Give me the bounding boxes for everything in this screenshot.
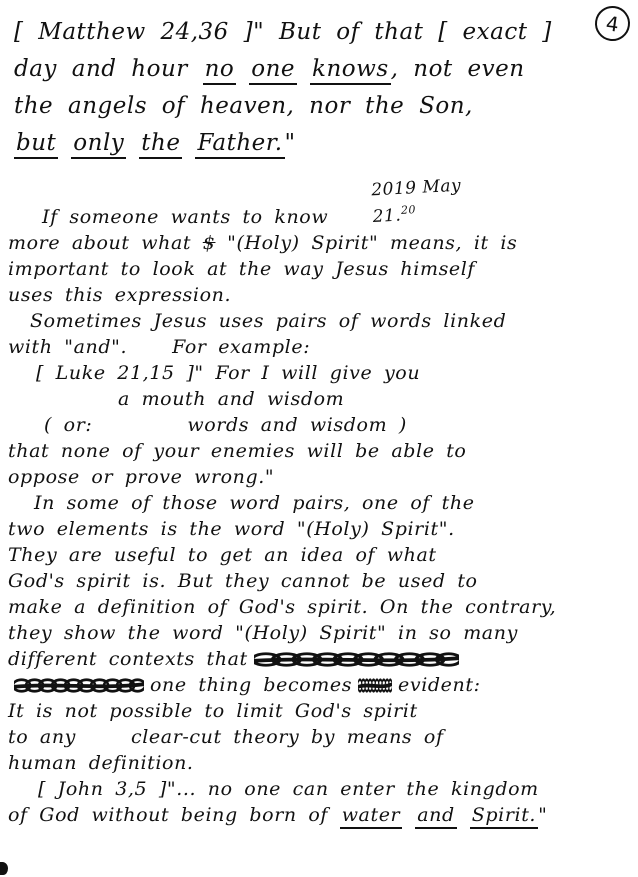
text-segment: "	[284, 130, 296, 156]
text-segment: words and wisdom )	[187, 414, 407, 436]
paragraph3-line-3	[8, 542, 638, 568]
matthew-line-1	[14, 14, 638, 51]
paragraph3-line-7	[8, 646, 638, 672]
underlined-word: but	[14, 130, 58, 159]
paragraph3-line-4	[8, 568, 638, 594]
scribbled-out-text-icon	[254, 652, 459, 667]
scan-artifact	[0, 862, 8, 875]
underlined-word: only	[71, 130, 126, 159]
page-number: 4	[604, 10, 621, 37]
text-segment: one thing becomes	[150, 674, 353, 696]
text-segment: [ Luke 21,15 ]" For I will give you	[36, 362, 421, 384]
paragraph3-line-1	[8, 490, 638, 516]
crossed-out-character: $	[202, 232, 216, 254]
text-segment: , not even	[390, 56, 525, 82]
luke-quote-line-2	[8, 386, 638, 412]
john-quote-line-2	[8, 802, 638, 828]
text-segment: If someone wants to know	[42, 206, 329, 228]
paragraph3-line-8	[8, 672, 638, 698]
date-day-time	[372, 197, 463, 228]
text-segment: two elements is the word "(Holy) Spirit".	[8, 518, 455, 540]
text-segment: make a definition of God's spirit. On the contrary,	[8, 596, 557, 618]
luke-quote-line-3	[8, 412, 638, 438]
text-segment: of God without being born of	[8, 804, 340, 826]
text-segment: They are useful to get an idea of what	[8, 544, 437, 566]
paragraph1-line-2	[8, 230, 638, 256]
text-segment: the angels of heaven, nor the Son,	[14, 93, 473, 119]
text-segment: uses this expression.	[8, 284, 232, 306]
text-segment: more about what	[8, 232, 203, 254]
paragraph3-line-2	[8, 516, 638, 542]
text-segment: For example:	[172, 336, 311, 358]
luke-quote-line-5	[8, 464, 638, 490]
paragraph1-line-4	[8, 282, 638, 308]
text-segment: Sometimes Jesus uses pairs of words linked	[30, 310, 507, 332]
text-segment: "	[538, 804, 548, 826]
paragraph3-line-6	[8, 620, 638, 646]
matthew-quote-block	[14, 14, 638, 162]
text-segment: It is not possible to limit God's spirit	[8, 700, 418, 722]
text-segment: oppose or prove wrong."	[8, 466, 275, 488]
paragraph3-line-10	[8, 724, 638, 750]
text-segment: God's spirit is. But they cannot be used to	[8, 570, 478, 592]
date-year-month: 2019 May	[370, 175, 462, 201]
paragraph1-line-3	[8, 256, 638, 282]
date-day: 21.	[372, 205, 402, 227]
paragraph3-line-11	[8, 750, 638, 776]
text-segment: ( or:	[44, 414, 93, 436]
scribbled-out-text-icon	[14, 678, 144, 693]
body-text	[8, 204, 638, 828]
paragraph3-line-9	[8, 698, 638, 724]
text-segment: that none of your enemies will be able to	[8, 440, 467, 462]
luke-quote-line-1	[8, 360, 638, 386]
underlined-word: knows	[310, 56, 391, 85]
underlined-word: the	[139, 130, 182, 159]
paragraph2-line-2	[8, 334, 638, 360]
paragraph2-line-1	[8, 308, 638, 334]
underlined-word: and	[415, 804, 457, 829]
matthew-line-3	[14, 88, 638, 125]
text-segment: a mouth and wisdom	[118, 388, 345, 410]
text-segment: clear-cut theory by means of	[131, 726, 444, 748]
luke-quote-line-4	[8, 438, 638, 464]
text-segment: [ John 3,5 ]"... no one can enter the kingdom	[38, 778, 539, 800]
john-quote-line-1	[8, 776, 638, 802]
text-segment: to any	[8, 726, 77, 748]
underlined-word: water	[340, 804, 403, 829]
text-segment: [ Matthew 24,36 ]" But of that [ exact ]	[14, 19, 552, 45]
text-segment: with "and".	[8, 336, 128, 358]
text-segment: In some of those word pairs, one of the	[34, 492, 475, 514]
underlined-word: no	[203, 56, 237, 85]
text-segment: "(Holy) Spirit" means, it is	[215, 232, 518, 254]
date-superscript: 20	[400, 203, 417, 217]
text-segment: different contexts that	[8, 648, 248, 670]
underlined-word: Father.	[195, 130, 284, 159]
text-segment: evident:	[398, 674, 481, 696]
text-segment: day and hour	[14, 56, 203, 82]
paragraph3-line-5	[8, 594, 638, 620]
date-annotation	[371, 176, 463, 228]
paragraph1-line-1	[8, 204, 638, 230]
underlined-word: one	[249, 56, 297, 85]
scribbled-out-text-icon	[358, 678, 392, 693]
text-segment: important to look at the way Jesus himself	[8, 258, 476, 280]
matthew-line-4	[14, 125, 638, 162]
text-segment: they show the word "(Holy) Spirit" in so many	[8, 622, 518, 644]
matthew-line-2	[14, 51, 638, 88]
text-segment: human definition.	[8, 752, 194, 774]
underlined-word: Spirit.	[470, 804, 538, 829]
